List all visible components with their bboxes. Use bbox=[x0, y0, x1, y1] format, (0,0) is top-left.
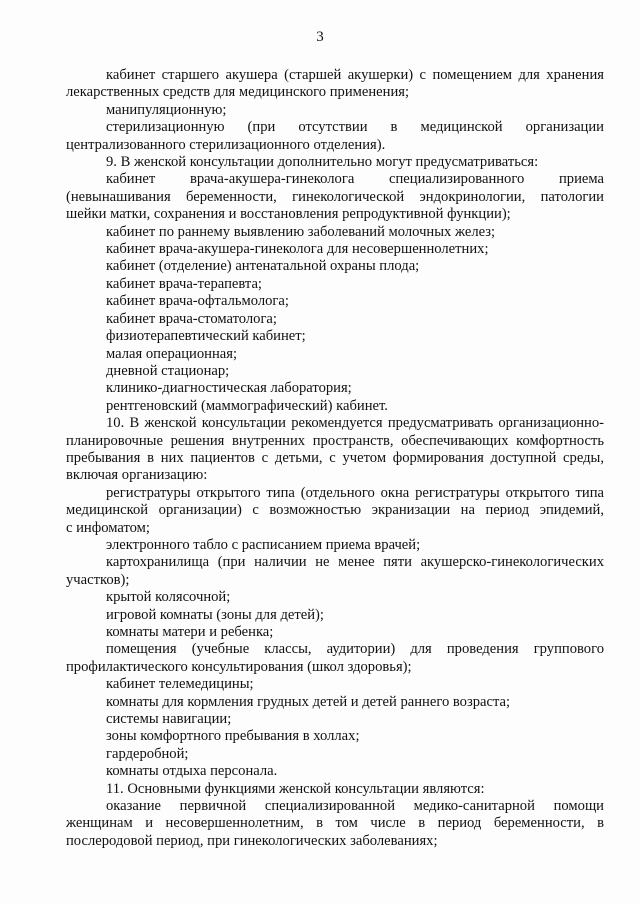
text-line: комнаты матери и ребенка; bbox=[106, 624, 274, 640]
text-line: зоны комфортного пребывания в холлах; bbox=[106, 728, 360, 745]
text-line: с инфоматом; bbox=[66, 519, 150, 536]
text-line: медицинской организации) с возможностью экранизации на период эпидемий, bbox=[66, 502, 604, 519]
paragraph bbox=[66, 276, 604, 293]
paragraph bbox=[66, 798, 604, 850]
text-line: кабинет (отделение) антенатальной охраны плода; bbox=[106, 258, 420, 275]
text-line: манипуляционную; bbox=[106, 101, 227, 118]
paragraph bbox=[66, 694, 604, 711]
paragraph bbox=[66, 154, 604, 171]
text-line: шейки матки, сохранения и восстановления репродуктивной функции); bbox=[66, 206, 511, 223]
text-line: 10. В женской консультации рекомендуется предусматривать организационно- bbox=[106, 415, 604, 432]
text-line: кабинет врача-терапевта; bbox=[106, 275, 262, 292]
text-line: гардеробной; bbox=[106, 745, 189, 762]
text-line: кабинет врача-акушера-гинеколога для несовершеннолетних; bbox=[106, 241, 489, 258]
text-line: централизованного стерилизационного отделения). bbox=[66, 136, 386, 153]
paragraph bbox=[66, 102, 604, 119]
paragraph bbox=[66, 763, 604, 780]
paragraph bbox=[66, 346, 604, 363]
paragraph bbox=[66, 589, 604, 606]
text-line: системы навигации; bbox=[106, 711, 232, 728]
paragraph bbox=[66, 624, 604, 641]
text-line: (невынашивания беременности, гинекологической эндокринологии, патологии bbox=[66, 188, 604, 205]
paragraph bbox=[66, 746, 604, 763]
text-line: дневной стационар; bbox=[106, 362, 230, 379]
text-line: стерилизационную (при отсутствии в медицинской организации bbox=[106, 119, 604, 136]
text-line: клинико-диагностическая лаборатория; bbox=[106, 380, 352, 397]
paragraph bbox=[66, 676, 604, 693]
text-line: планировочные решения внутренних пространств, обеспечивающих комфортность bbox=[66, 432, 604, 449]
paragraph bbox=[66, 641, 604, 676]
paragraph bbox=[66, 241, 604, 258]
paragraph bbox=[66, 711, 604, 728]
text-line: кабинет врача-стоматолога; bbox=[106, 310, 277, 327]
text-line: кабинет врача-акушера-гинеколога специализированного приема bbox=[106, 171, 604, 188]
text-line: игровой комнаты (зоны для детей); bbox=[106, 606, 324, 623]
paragraph bbox=[66, 363, 604, 380]
paragraph bbox=[66, 554, 604, 589]
text-line: пребывания в них пациентов с детьми, с учетом формирования доступной среды, bbox=[66, 449, 604, 466]
text-line: кабинет по раннему выявлению заболеваний молочных желез; bbox=[106, 223, 496, 240]
paragraph bbox=[66, 293, 604, 310]
page-number: 3 bbox=[316, 29, 324, 45]
text-line: 11. Основными функциями женской консультации являются: bbox=[106, 780, 485, 797]
text-line: лекарственных средств для медицинского применения; bbox=[66, 84, 410, 101]
text-line: послеродовой период, при гинекологических заболеваниях; bbox=[66, 832, 438, 849]
text-line: малая операционная; bbox=[106, 345, 238, 362]
text-line: картохранилища (при наличии не менее пяти акушерско-гинекологических bbox=[106, 554, 604, 571]
paragraph bbox=[66, 171, 604, 223]
text-line: профилактического консультирования (школ здоровья); bbox=[66, 658, 412, 675]
text-line: оказание первичной специализированной медико-санитарной помощи bbox=[106, 798, 604, 815]
text-line: помещения (учебные классы, аудитории) для проведения группового bbox=[106, 641, 604, 658]
paragraph bbox=[66, 415, 604, 485]
text-line: регистратуры открытого типа (отдельного окна регистратуры открытого типа bbox=[106, 484, 604, 501]
text-line: 9. В женской консультации дополнительно могут предусматриваться: bbox=[106, 154, 539, 171]
paragraph bbox=[66, 380, 604, 397]
paragraph bbox=[66, 781, 604, 798]
text-line: кабинет телемедицины; bbox=[106, 676, 254, 693]
paragraph bbox=[66, 328, 604, 345]
text-line: физиотерапевтический кабинет; bbox=[106, 328, 306, 345]
paragraph bbox=[66, 311, 604, 328]
paragraph bbox=[66, 258, 604, 275]
text-line: кабинет старшего акушера (старшей акушерки) с помещением для хранения bbox=[106, 67, 604, 83]
text-line: комнаты отдыха персонала. bbox=[106, 763, 278, 780]
text-line: включая организацию: bbox=[66, 467, 208, 484]
paragraph bbox=[66, 119, 604, 154]
text-line: комнаты для кормления грудных детей и детей раннего возраста; bbox=[106, 693, 511, 710]
paragraph bbox=[66, 67, 604, 102]
text-line: участков); bbox=[66, 571, 130, 588]
paragraph bbox=[66, 607, 604, 624]
paragraph bbox=[66, 224, 604, 241]
text-line: крытой колясочной; bbox=[106, 589, 231, 606]
text-line: рентгеновский (маммографический) кабинет. bbox=[106, 397, 388, 414]
text-line: кабинет врача-офтальмолога; bbox=[106, 293, 289, 310]
text-line: электронного табло с расписанием приема врачей; bbox=[106, 536, 421, 553]
text-line: женщинам и несовершеннолетним, в том числе в период беременности, в bbox=[66, 815, 604, 832]
paragraph bbox=[66, 398, 604, 415]
paragraph bbox=[66, 537, 604, 554]
document-body bbox=[66, 67, 604, 850]
paragraph bbox=[66, 485, 604, 537]
paragraph bbox=[66, 728, 604, 745]
